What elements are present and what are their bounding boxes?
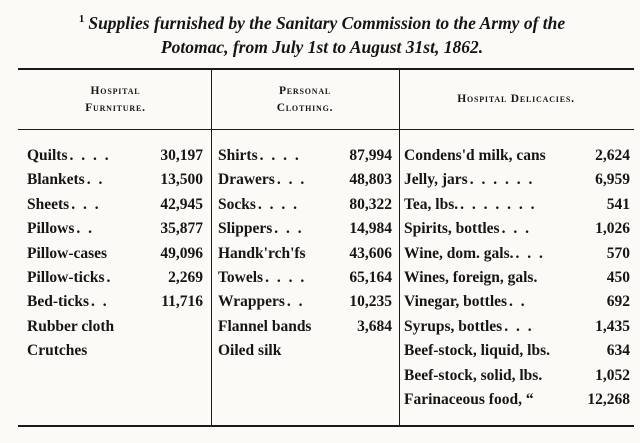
item-value: 13,500 [160, 171, 203, 189]
header-furniture-line-1: Hospital [90, 84, 141, 97]
item-value: 35,877 [160, 220, 203, 238]
column-divider-2 [399, 70, 400, 425]
leader-dots: . . . [71, 195, 101, 213]
table-row [404, 168, 630, 192]
column-hospital-delicacies [404, 144, 630, 412]
table-row [404, 217, 630, 241]
column-personal-clothing [218, 144, 392, 364]
item-label: Spirits, bottles [404, 220, 500, 238]
leader-dots: . . . . [257, 195, 300, 213]
table-row [404, 315, 630, 339]
leader-dots: . . . [276, 171, 307, 189]
item-label: Flannel bands [218, 317, 312, 335]
leader-dots: . . . [515, 244, 545, 262]
bottom-rule [18, 425, 634, 427]
item-label: Slippers [218, 220, 273, 238]
header-clothing-line-1: Personal [278, 84, 332, 97]
item-label: Drawers [218, 171, 275, 189]
item-label: Socks [218, 195, 256, 213]
item-label: Pillow-ticks [27, 268, 105, 286]
item-value: 450 [606, 268, 630, 286]
leader-dots: . . . . . . . [460, 195, 537, 213]
table-row [404, 242, 630, 266]
item-value: 541 [606, 195, 630, 213]
item-value: 1,026 [595, 220, 630, 238]
item-value: 30,197 [160, 147, 203, 164]
item-value: 87,994 [349, 147, 392, 164]
header-furniture-line-2: Furniture. [85, 101, 146, 114]
caption-line-1 [22, 7, 622, 35]
item-label: Beef-stock, solid, lbs. [404, 366, 543, 384]
item-value: 65,164 [349, 268, 392, 286]
item-label: Pillows [27, 220, 75, 238]
leader-dots: . . [76, 220, 94, 238]
item-label: Quilts [27, 147, 68, 164]
item-value: 570 [606, 244, 630, 262]
table-row [27, 242, 203, 266]
item-value: 634 [606, 342, 630, 360]
table-row [218, 168, 392, 192]
item-value: 2,624 [595, 147, 630, 164]
table-row [27, 339, 203, 363]
item-value: 1,052 [595, 366, 630, 384]
table-row [218, 266, 392, 290]
item-label: Pillow-cases [27, 244, 108, 262]
item-label: Tea, lbs. [404, 195, 459, 213]
leader-dots: . [106, 268, 113, 286]
table-row [27, 144, 203, 168]
item-label: Blankets [27, 171, 85, 189]
item-value: 49,096 [160, 244, 203, 262]
table-row [218, 290, 392, 314]
item-label: Wines, foreign, gals. [404, 268, 538, 286]
leader-dots: . . . [274, 220, 304, 238]
table-row [27, 290, 203, 314]
table-row [27, 315, 203, 339]
item-value: 12,268 [587, 390, 630, 408]
leader-dots: . . [86, 171, 105, 189]
leader-dots: . . . [504, 317, 534, 335]
item-label: Sheets [27, 195, 70, 213]
table-row [404, 388, 630, 412]
leader-dots: . . . . . . [469, 171, 535, 189]
footnote-mark: 1 [78, 13, 85, 25]
item-label: Jelly, jars [404, 171, 468, 189]
table-row [218, 144, 392, 168]
table-row [404, 339, 630, 363]
table-row [27, 217, 203, 241]
item-label: Crutches [27, 342, 88, 360]
item-label: Shirts [218, 147, 258, 164]
item-value: 1,435 [595, 317, 630, 335]
item-label: Towels [218, 268, 264, 286]
item-value: 80,322 [349, 195, 392, 213]
leader-dots: . . . [501, 220, 531, 238]
item-label: Oiled silk [218, 342, 282, 360]
leader-dots: . . . . [69, 147, 111, 164]
header-delicacies-line-1: Hospital Delicacies. [457, 93, 575, 105]
caption-line-1-text: Supplies furnished by the Sanitary Commission to the Army of the [88, 12, 566, 33]
item-value: 2,269 [168, 268, 203, 286]
item-label: Rubber cloth [27, 317, 115, 335]
table-row [218, 339, 392, 363]
item-value: 692 [606, 293, 630, 311]
column-divider-1 [211, 70, 212, 425]
table-row [218, 217, 392, 241]
table-row [27, 193, 203, 217]
table-row [218, 193, 392, 217]
caption-line-2: Potomac, from July 1st to August 31st, 1862. [160, 36, 484, 57]
item-value: 48,803 [349, 171, 392, 189]
item-label: Wrappers [218, 293, 285, 311]
leader-dots: . . . . [259, 147, 301, 164]
item-label: Wine, dom. gals. [404, 244, 514, 262]
header-personal-clothing [213, 70, 397, 129]
table-row [218, 242, 392, 266]
item-value: 14,984 [349, 220, 392, 238]
table-row [218, 315, 392, 339]
table-caption [22, 7, 622, 59]
item-label: Handk'rch'fs [218, 244, 306, 262]
table-row [404, 266, 630, 290]
leader-dots: . . . . [265, 268, 307, 286]
leader-dots: . . [91, 293, 109, 311]
header-hospital-delicacies [401, 70, 631, 129]
header-hospital-furniture [22, 70, 209, 129]
item-value: 43,606 [349, 244, 392, 262]
item-label: Bed-ticks [27, 293, 89, 311]
leader-dots: . . [509, 293, 527, 311]
item-label: Syrups, bottles [404, 317, 503, 335]
header-rule [18, 129, 634, 130]
item-label: Farinaceous food, “ [404, 390, 534, 408]
item-label: Condens'd milk, cans [404, 147, 546, 164]
table-row [404, 193, 630, 217]
item-value: 42,945 [160, 195, 203, 213]
column-hospital-furniture [27, 144, 203, 364]
header-clothing-line-2: Clothing. [276, 101, 334, 114]
table-row [27, 168, 203, 192]
leader-dots: . . [286, 293, 305, 311]
table-row [404, 364, 630, 388]
item-value: 3,684 [357, 317, 392, 335]
table-row [27, 266, 203, 290]
item-label: Beef-stock, liquid, lbs. [404, 342, 550, 360]
table-row [404, 290, 630, 314]
table-row [404, 144, 630, 168]
item-value: 11,716 [161, 293, 203, 311]
item-value: 10,235 [349, 293, 392, 311]
item-label: Vinegar, bottles [404, 293, 508, 311]
item-value: 6,959 [595, 171, 630, 189]
